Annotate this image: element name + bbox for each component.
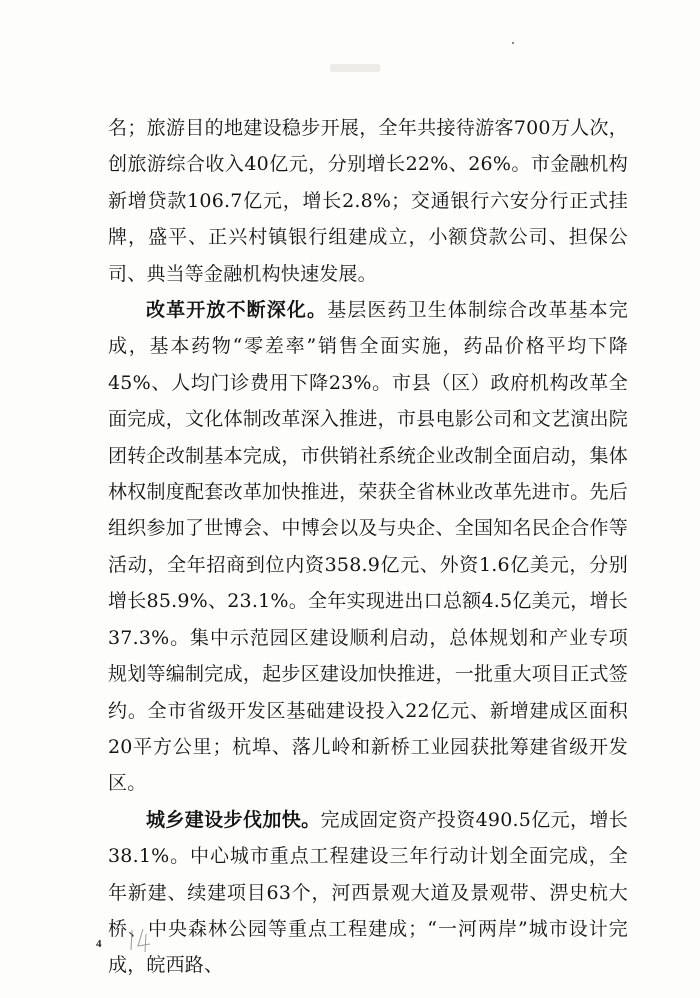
paragraph-text: 完成固定资产投资490.5亿元，增长38.1%。中心城市重点工程建设三年行动计划全面完成，全年新建、续建项目63个，河西景观大道及景观带、淠史杭大桥、中央森林公园等重点工程建成；“一河两岸”城市设计完成，皖西路、 <box>108 808 628 977</box>
scan-artifact <box>330 64 380 72</box>
paragraph-lead: 改革开放不断深化。 <box>146 299 328 322</box>
page-number: 4 <box>96 938 102 950</box>
paragraph-lead: 城乡建设步伐加快。 <box>146 808 321 831</box>
paragraph-text: 基层医药卫生体制综合改革基本完成，基本药物“零差率”销售全面实施，药品价格平均下降45%、人均门诊费用下降23%。市县（区）政府机构改革全面完成，文化体制改革深入推进，市县电影公司和文艺演出院团转企改制基本完成，市供销社系统企业改制全面启动，集体林权制度配套改革加快推进，荣获全省林业改革先进市。先后组织参加了世博会、中博会以及与央企、全国知名民企合作等活动，全年招商到位内资358.9亿元、外资1.6亿美元，分别增长85.9%、23.1%。全年实现进出口总额4.5亿美元，增长37.3%。集中示范园区建设顺利启动，总体规划和产业专项规划等编制完成，起步区建设加快推进，一批重大项目正式签约。全市省级开发区基础建设投入22亿元、新增建成区面积20平方公里；杭埠、落儿岭和新桥工业园获批筹建省级开发区。 <box>108 299 628 795</box>
document-body <box>108 110 628 984</box>
pencil-scribble <box>128 926 154 954</box>
paragraph-tourism-finance <box>108 110 628 292</box>
paragraph-text: 名；旅游目的地建设稳步开展，全年共接待游客700万人次，创旅游综合收入40亿元，分别增长22%、26%。市金融机构新增贷款106.7亿元，增长2.8%；交通银行六安分行正式挂牌，盛平、正兴村镇银行组建成立，小额贷款公司、担保公司、典当等金融机构快速发展。 <box>108 117 628 285</box>
scan-dot <box>512 42 514 44</box>
paragraph-reform-opening <box>108 292 628 802</box>
paragraph-urban-rural-construction <box>108 802 628 984</box>
